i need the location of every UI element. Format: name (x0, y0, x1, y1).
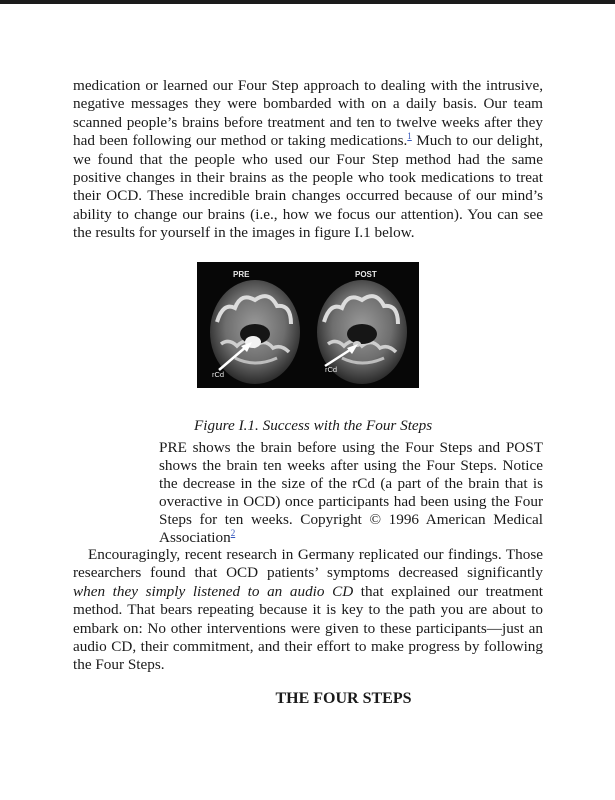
paragraph-1 (73, 77, 543, 243)
figure-caption-title: Figure I.1. Success with the Four Steps (194, 417, 433, 434)
figure-caption-text: PRE shows the brain before using the Four Steps and POST shows the brain ten weeks after using the Four Steps. Notice the decrease in the size of the rCd (a part of the brain that is overactive in OCD) once participants had been using the Four Steps for ten weeks. Copyright © 1996 American Medical Association (159, 439, 543, 546)
post-rcd-label: rCd (325, 365, 338, 374)
paragraph-2-italic: when they simply listened to an audio CD (73, 582, 354, 600)
section-heading-text: THE FOUR STEPS (275, 690, 412, 707)
paragraph-2-text-b: that explained our treatment method. That bears repeating because it is key to the path you are about to embark on: No other interventions were given to these participants—just an audio CD, their commitment, and their effort to make progress by following the Four Steps. (73, 582, 544, 674)
paragraph-1-text-b: Much to our delight, we found that the people who used our Four Step method had the same positive changes in their brains as the people who took medications to treat their OCD. These incredible brain changes occurred because of our mind’s ability to change our brains (i.e., how we focus our attention). You can see the results for yourself in the images in figure I.1 below. (73, 132, 543, 242)
pre-label: PRE (233, 270, 250, 279)
paragraph-1-text-a: medication or learned our Four Step approach to dealing with the intrusive, negative messages they were bombarded with on a daily basis. Our team scanned people’s brains before treatment and ten to twelve weeks after they had been following our method or taking medications. (73, 77, 543, 150)
post-label: POST (355, 270, 377, 279)
pre-rcd-label: rCd (212, 370, 225, 379)
footnote-link-1[interactable]: 1 (407, 131, 412, 142)
top-border (0, 0, 615, 4)
paragraph-2-text-a: Encouragingly, recent research in Germany replicated our findings. Those researchers found that OCD patients’ symptoms decreased significantly (73, 546, 543, 582)
paragraph-2 (73, 546, 543, 675)
footnote-link-2[interactable]: 2 (230, 527, 236, 538)
brain-scan-figure (197, 262, 419, 388)
section-heading (0, 690, 615, 708)
pre-brain-scan (210, 280, 300, 384)
figure-caption-body (159, 439, 543, 547)
brain-scan-image (197, 262, 419, 388)
